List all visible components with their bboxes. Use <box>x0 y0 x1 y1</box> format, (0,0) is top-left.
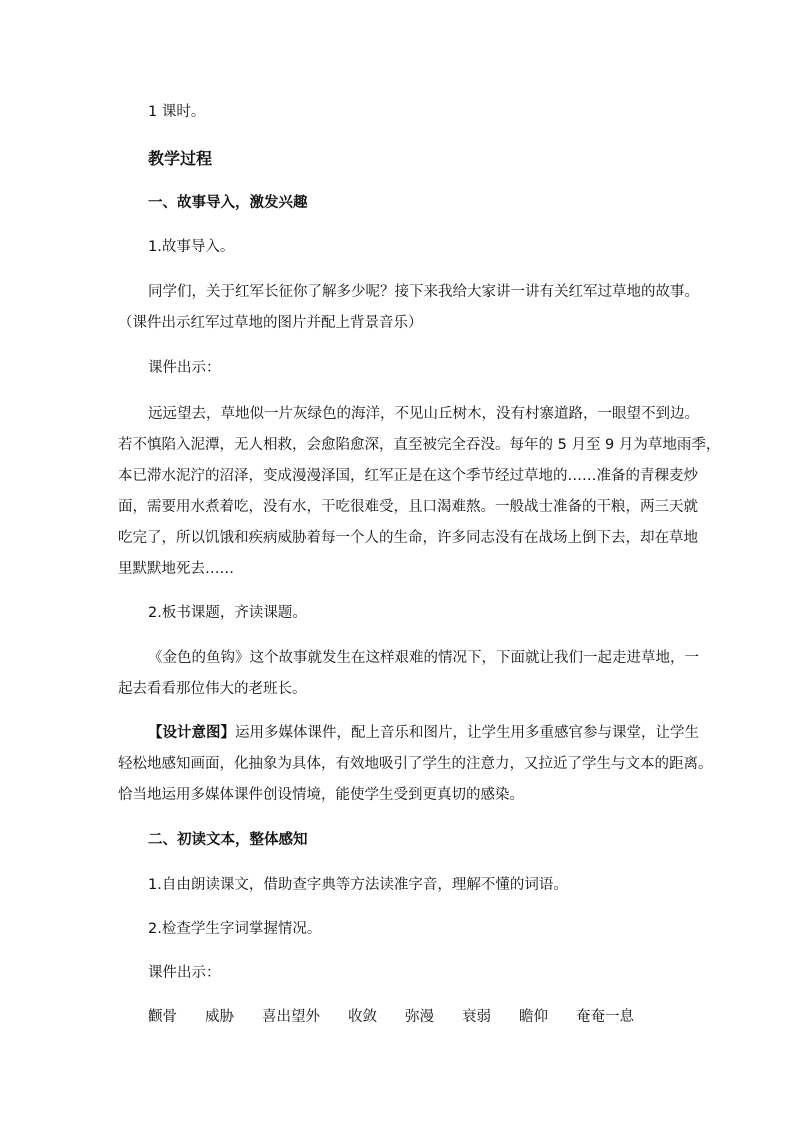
intro-line-1: 同学们，关于红军长征你了解多少呢？接下来我给大家讲一讲有关红军过草地的故事。 <box>148 284 699 300</box>
story-line: 远远望去，草地似一片灰绿色的海洋，不见山丘树木，没有村寨道路，一眼望不到边。 <box>148 406 699 422</box>
vocabulary-word: 喜出望外 <box>262 1009 320 1025</box>
title-line: 起去看看那位伟大的老班长。 <box>118 681 307 697</box>
title-line: 《金色的鱼钩》这个故事就发生在这样艰难的情况下，下面就让我们一起走进草地，一 <box>148 650 699 666</box>
design-paragraph <box>118 718 713 811</box>
story-line: 里默默地死去…… <box>118 561 234 577</box>
story-line: 本已滞水泥泞的沼泽，变成漫漫泽国，红军正是在这个季节经过草地的……准备的青稞麦炒 <box>118 468 698 484</box>
lesson-time: 1 课时。 <box>148 104 206 120</box>
section-2-item-2: 2.检查学生字词掌握情况。 <box>148 921 322 937</box>
story-line: 面，需要用水煮着吃，没有水，干吃很难受，且口渴难熬。一般战士准备的干粮，两三天就 <box>118 499 698 515</box>
section-2-item-1: 1.自由朗读课文，借助查字典等方法读准字音，理解不懂的词语。 <box>148 877 568 893</box>
courseware-label-1: 课件出示： <box>148 360 221 376</box>
vocabulary-word: 收敛 <box>348 1009 377 1025</box>
vocabulary-list <box>148 1008 668 1026</box>
title-paragraph <box>118 643 699 705</box>
vocabulary-word: 威胁 <box>205 1009 234 1025</box>
design-line: 恰当地运用多媒体课件创设情境，能使学生受到更真切的感染。 <box>118 787 524 803</box>
vocabulary-word: 奄奄一息 <box>576 1009 634 1025</box>
design-line: 运用多媒体课件，配上音乐和图片，让学生用多重感官参与课堂，让学生 <box>235 725 699 741</box>
vocabulary-word: 弥漫 <box>405 1009 434 1025</box>
design-line: 轻松地感知画面，化抽象为具体，有效地吸引了学生的注意力，又拉近了学生与文本的距离。 <box>118 756 713 772</box>
intro-line-2: （课件出示红军过草地的图片并配上背景音乐） <box>118 315 423 331</box>
section-1-heading: 一、故事导入，激发兴趣 <box>148 195 308 211</box>
section-1-item-1: 1.故事导入。 <box>148 239 235 255</box>
design-intent-tag: 【设计意图】 <box>148 725 235 741</box>
section-2-heading: 二、初读文本，整体感知 <box>148 832 308 848</box>
story-line: 若不慎陷入泥潭，无人相救，会愈陷愈深，直至被完全吞没。每年的 5 月至 9 月为草地雨季， <box>118 437 721 453</box>
vocabulary-word: 衰弱 <box>462 1009 491 1025</box>
story-line: 吃完了，所以饥饿和疾病威胁着每一个人的生命，许多同志没有在战场上倒下去，却在草地 <box>118 530 698 546</box>
courseware-label-2: 课件出示： <box>148 965 221 981</box>
vocabulary-word: 瞻仰 <box>519 1009 548 1025</box>
story-paragraph <box>118 399 721 585</box>
vocabulary-word: 颧骨 <box>148 1009 177 1025</box>
section-1-item-2: 2.板书课题，齐读课题。 <box>148 605 307 621</box>
process-title: 教学过程 <box>148 149 213 168</box>
